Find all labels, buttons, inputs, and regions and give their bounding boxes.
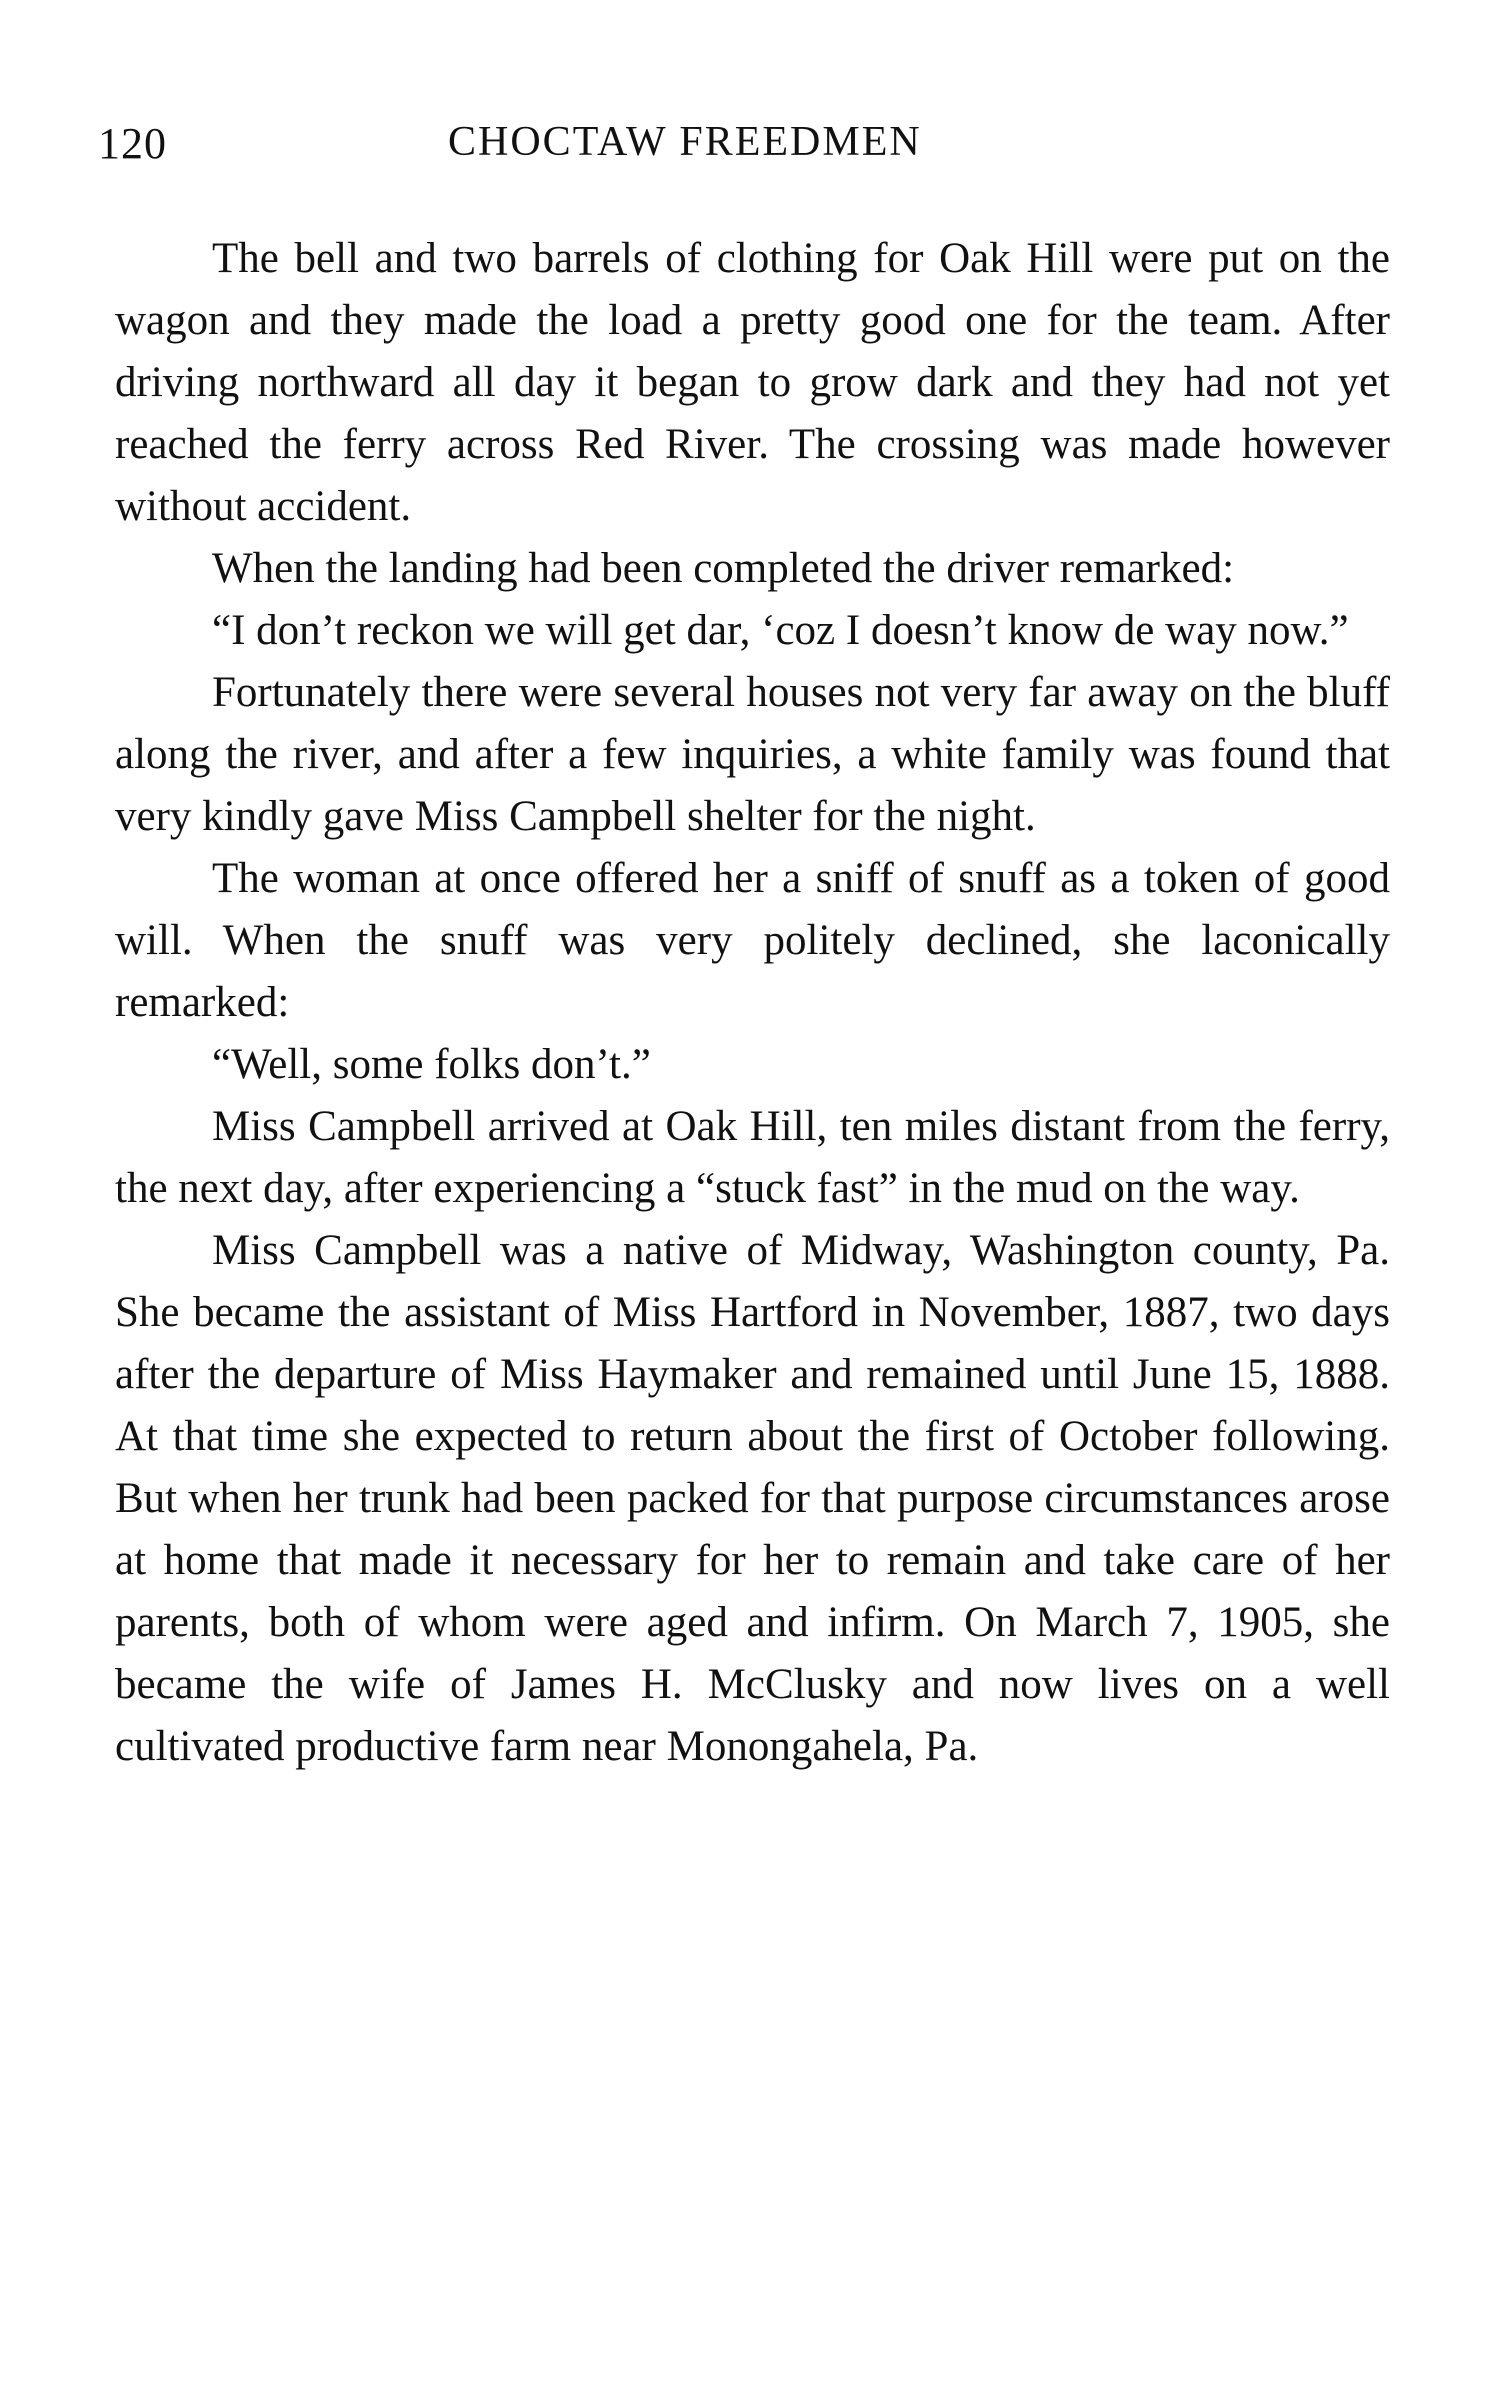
paragraph: Miss Campbell arrived at Oak Hill, ten miles distant from the ferry, the next day, after experiencing a “stuck fast” in the mud on the way.: [115, 1103, 1390, 1212]
paragraph: When the landing had been completed the driver remarked:: [212, 545, 1235, 592]
page-number: 120: [98, 119, 167, 168]
running-head: CHOCTAW FREEDMEN: [448, 119, 922, 165]
body-text: [115, 228, 1390, 1778]
paragraph: “Well, some folks don’t.”: [212, 1041, 651, 1088]
paragraph: “I don’t reckon we will get dar, ‘coz I doesn’t know de way now.”: [212, 607, 1349, 654]
paragraph: Fortunately there were several houses not very far away on the bluff along the river, and after a few inquiries, a white family was found that very kindly gave Miss Campbell shelter for the night.: [115, 669, 1390, 840]
paragraph: Miss Campbell was a native of Midway, Washington county, Pa. She became the assistant of Miss Hartford in November, 1887, two days after the departure of Miss Haymaker and remained until June 15, 1888. At that time she expected to return about the first of October following. But when her trunk had been packed for that purpose circumstances arose at home that made it necessary for her to remain and take care of her parents, both of whom were aged and infirm. On March 7, 1905, she became the wife of James H. McClusky and now lives on a well cultivated productive farm near Monongahela, Pa.: [115, 1227, 1390, 1770]
paragraph: The bell and two barrels of clothing for Oak Hill were put on the wagon and they made the load a pretty good one for the team. After driving northward all day it began to grow dark and they had not yet reached the ferry across Red River. The crossing was made however without accident.: [115, 235, 1390, 530]
paragraph: The woman at once offered her a sniff of snuff as a token of good will. When the snuff was very politely declined, she laconically remarked:: [115, 855, 1390, 1026]
page-header: [98, 118, 1398, 178]
